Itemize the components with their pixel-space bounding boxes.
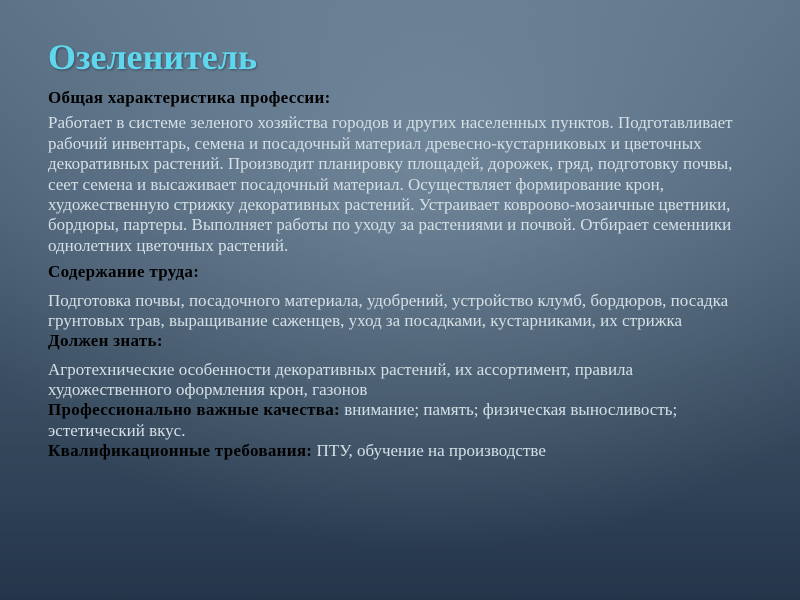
slide-content (48, 84, 760, 462)
qualities-text: внимание; память; физическая выносливость; эстетический вкус. (48, 400, 678, 440)
general-text: Работает в системе зеленого хозяйства городов и других населенных пунктов. Подготавливает рабочий инвентарь, семена и посадочный материал древесно-кустарниковых и цветочных декоративных растений. Производит планировку площадей, дорожек, гряд, подготовку почвы, сеет семена и высаживает посадочный материал. Осуществляет формирование крон, художественную стрижку декоративных растений. Устраивает ковроово-мозаичные цветники, бордюры, партеры. Выполняет работы по уходу за растениями и почвой. Отбирает семенники однолетних цветочных растений. (48, 113, 733, 255)
work-heading: Содержание труда: (48, 262, 200, 282)
requirements-heading: Квалификационные требования: (48, 441, 313, 461)
qualities-heading: Профессионально важные качества: (48, 400, 341, 420)
knowledge-text: Агротехнические особенности декоративных растений, их ассортимент, правила художественного оформления крон, газонов (48, 359, 634, 400)
general-heading: Общая характеристика профессии: (48, 88, 331, 107)
qualities-line (48, 400, 760, 441)
slide-title: Озеленитель (48, 37, 258, 77)
requirements-text: ПТУ, обучение на производстве (312, 441, 546, 461)
work-text: Подготовка почвы, посадочного материала, удобрений, устройство клумб, бордюров, посадка грунтовых трав, выращивание саженцев, уход за посадками, кустарниками, их стрижка (48, 290, 729, 330)
requirements-line (48, 441, 760, 461)
knowledge-heading: Должен знать: (48, 331, 163, 351)
